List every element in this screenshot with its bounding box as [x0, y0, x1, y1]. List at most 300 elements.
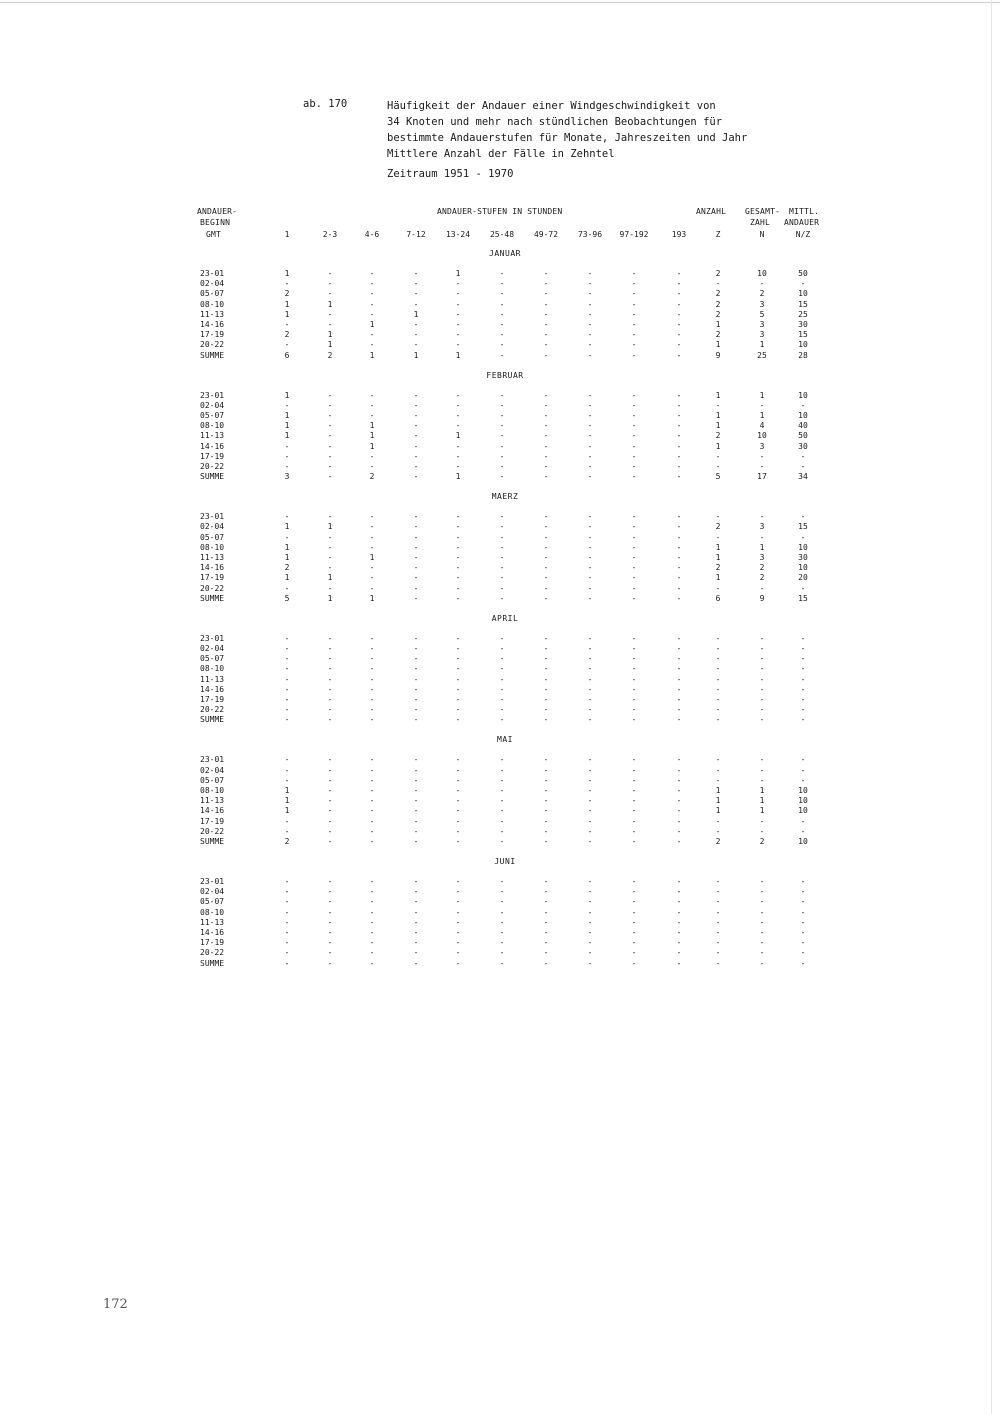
table-cell: - [587, 472, 593, 482]
table-cell: - [759, 826, 765, 836]
table-cell: - [715, 715, 721, 725]
table-cell: - [631, 654, 637, 664]
table-cell: - [631, 664, 637, 674]
table-cell: - [327, 654, 333, 664]
table-cell: - [587, 451, 593, 461]
table-cell: - [284, 775, 290, 785]
table-cell: - [369, 542, 375, 552]
table-cell: - [327, 755, 333, 765]
table-cell: - [715, 583, 721, 593]
table-cell: - [499, 633, 505, 643]
table-cell: - [631, 917, 637, 927]
table-cell: - [284, 816, 290, 826]
table-cell: - [284, 451, 290, 461]
table-cell: 1 [284, 796, 290, 806]
table-cell: 1 [284, 269, 290, 278]
table-cell: - [499, 806, 505, 816]
table-cell: - [715, 826, 721, 836]
row-label: SUMME [200, 837, 225, 846]
table-cell: - [715, 755, 721, 765]
table-cell: - [543, 837, 549, 846]
table-cell: - [543, 472, 549, 482]
table-cell: - [631, 451, 637, 461]
row-label: 05-07 [200, 532, 225, 542]
row-label: 02-04 [200, 765, 225, 775]
table-cell: - [676, 299, 682, 309]
table-cell: - [499, 796, 505, 806]
row-label: 23-01 [200, 755, 225, 765]
table-cell: - [455, 553, 461, 562]
table-cell: - [327, 684, 333, 694]
table-cell: - [327, 938, 333, 948]
table-cell: - [631, 644, 637, 653]
table-cell: 1 [715, 796, 721, 806]
table-cell: - [759, 958, 765, 968]
table-cell: - [800, 279, 806, 289]
row-label: SUMME [200, 593, 225, 603]
table-cell: - [327, 431, 333, 441]
table-cell: - [455, 816, 461, 826]
table-cell: - [587, 279, 593, 289]
row-label: 05-07 [200, 897, 225, 907]
table-cell: - [676, 644, 682, 653]
table-cell: 2 [369, 472, 375, 482]
table-cell: - [800, 674, 806, 684]
table-cell: - [413, 299, 419, 309]
table-cell: - [413, 765, 419, 775]
row-label: 02-04 [200, 644, 225, 653]
table-cell: - [543, 938, 549, 948]
table-cell: - [327, 289, 333, 299]
table-cell: - [455, 958, 461, 968]
table-cell: - [800, 400, 806, 410]
table-cell: - [284, 887, 290, 897]
table-cell: - [759, 938, 765, 948]
table-cell: - [676, 411, 682, 420]
table-cell: - [369, 633, 375, 643]
mittl-header-line-1: MITTL. [789, 207, 820, 216]
row-label: 23-01 [200, 877, 225, 886]
table-cell: - [587, 928, 593, 937]
table-cell: - [759, 877, 765, 886]
table-cell: - [715, 674, 721, 684]
table-cell: - [455, 907, 461, 917]
table-cell: 1 [759, 411, 765, 420]
row-label: 02-04 [200, 887, 225, 897]
table-cell: - [413, 289, 419, 299]
table-cell: - [631, 400, 637, 410]
month-title: JUNI [494, 857, 516, 866]
table-cell: - [587, 887, 593, 897]
table-cell: - [543, 705, 549, 715]
table-cell: - [631, 299, 637, 309]
row-label: 05-07 [200, 775, 225, 785]
table-cell: 5 [759, 309, 765, 319]
table-cell: - [800, 583, 806, 593]
table-cell: - [369, 917, 375, 927]
month-title: JANUAR [489, 249, 521, 258]
table-cell: - [631, 796, 637, 806]
table-cell: - [715, 887, 721, 897]
table-cell: - [413, 269, 419, 278]
table-cell: - [413, 907, 419, 917]
column-header: N [759, 230, 765, 239]
table-cell: - [327, 928, 333, 937]
table-cell: 3 [759, 330, 765, 340]
table-cell: - [587, 715, 593, 725]
table-cell: - [631, 816, 637, 826]
table-cell: - [631, 411, 637, 420]
table-cell: - [759, 512, 765, 522]
table-cell: - [413, 695, 419, 704]
table-cell: - [413, 542, 419, 552]
table-cell: - [327, 948, 333, 958]
table-cell: - [413, 775, 419, 785]
table-cell: - [587, 664, 593, 674]
table-cell: - [455, 877, 461, 886]
table-cell: 1 [369, 320, 375, 329]
table-cell: 2 [715, 837, 721, 846]
stub-header-line-3: GMT [206, 230, 222, 239]
table-cell: - [455, 512, 461, 522]
table-cell: - [455, 806, 461, 816]
table-cell: - [455, 887, 461, 897]
table-cell: - [759, 664, 765, 674]
table-cell: - [413, 633, 419, 643]
table-cell: - [327, 705, 333, 715]
table-cell: - [499, 431, 505, 441]
table-cell: - [413, 390, 419, 400]
table-cell: - [715, 938, 721, 948]
table-cell: - [543, 451, 549, 461]
table-cell: - [676, 573, 682, 583]
table-cell: - [455, 826, 461, 836]
table-cell: - [587, 309, 593, 319]
table-cell: - [543, 917, 549, 927]
table-cell: - [369, 390, 375, 400]
table-cell: - [631, 826, 637, 836]
table-cell: - [676, 462, 682, 471]
row-label: 11-13 [200, 431, 225, 441]
table-cell: - [631, 958, 637, 968]
table-cell: - [543, 887, 549, 897]
table-cell: - [455, 796, 461, 806]
table-cell: - [587, 684, 593, 694]
table-cell: - [413, 837, 419, 846]
table-cell: - [413, 279, 419, 289]
table-cell: - [369, 887, 375, 897]
table-cell: 40 [798, 421, 808, 431]
table-cell: - [631, 542, 637, 552]
table-cell: - [543, 664, 549, 674]
table-cell: - [499, 522, 505, 532]
row-label: 23-01 [200, 269, 225, 278]
table-cell: - [543, 806, 549, 816]
row-label: 08-10 [200, 907, 225, 917]
table-cell: - [543, 826, 549, 836]
table-cell: 1 [369, 431, 375, 441]
table-cell: - [413, 664, 419, 674]
row-label: 14-16 [200, 563, 225, 573]
table-cell: - [676, 431, 682, 441]
table-cell: - [455, 522, 461, 532]
table-cell: - [587, 897, 593, 907]
table-cell: - [543, 279, 549, 289]
table-cell: - [455, 664, 461, 674]
table-cell: - [455, 340, 461, 350]
table-cell: - [676, 796, 682, 806]
table-cell: - [455, 451, 461, 461]
table-cell: 10 [757, 269, 767, 278]
table-cell: - [631, 269, 637, 278]
table-cell: - [587, 532, 593, 542]
table-cell: - [759, 451, 765, 461]
table-cell: - [631, 330, 637, 340]
table-cell: - [715, 633, 721, 643]
row-label: 17-19 [200, 451, 225, 461]
table-cell: - [455, 948, 461, 958]
table-cell: - [631, 462, 637, 471]
row-label: 11-13 [200, 796, 225, 806]
table-cell: - [499, 816, 505, 826]
table-cell: - [413, 532, 419, 542]
table-cell: 1 [715, 340, 721, 350]
table-cell: - [327, 451, 333, 461]
table-cell: - [800, 907, 806, 917]
row-label: 20-22 [200, 583, 225, 593]
table-cell: - [715, 400, 721, 410]
table-cell: 5 [715, 472, 721, 482]
table-cell: - [413, 887, 419, 897]
table-cell: - [284, 644, 290, 653]
table-cell: - [759, 907, 765, 917]
table-cell: - [587, 289, 593, 299]
table-cell: - [676, 400, 682, 410]
table-cell: - [715, 684, 721, 694]
table-cell: - [543, 542, 549, 552]
table-cell: - [499, 472, 505, 482]
table-cell: - [587, 593, 593, 603]
table-cell: - [413, 684, 419, 694]
table-cell: - [455, 532, 461, 542]
table-cell: - [676, 563, 682, 573]
table-cell: - [284, 441, 290, 451]
table-cell: 10 [757, 431, 767, 441]
table-cell: - [759, 279, 765, 289]
table-cell: - [327, 320, 333, 329]
table-cell: - [327, 462, 333, 471]
table-cell: - [499, 512, 505, 522]
caption-line-3: bestimmte Andauerstufen für Monate, Jahreszeiten und Jahr [387, 132, 748, 144]
table-cell: - [327, 532, 333, 542]
table-cell: - [676, 593, 682, 603]
table-cell: - [284, 400, 290, 410]
table-cell: - [543, 928, 549, 937]
stub-header-line-1: ANDAUER- [197, 207, 238, 216]
table-cell: - [715, 664, 721, 674]
table-cell: - [413, 826, 419, 836]
caption-line-4: Mittlere Anzahl der Fälle in Zehntel [387, 148, 615, 160]
table-cell: - [455, 917, 461, 927]
table-cell: - [715, 512, 721, 522]
table-cell: - [327, 877, 333, 886]
table-cell: - [715, 897, 721, 907]
table-cell: - [676, 695, 682, 704]
table-cell: - [413, 462, 419, 471]
table-cell: - [413, 897, 419, 907]
table-cell: - [499, 765, 505, 775]
table-cell: - [631, 877, 637, 886]
table-cell: - [587, 299, 593, 309]
table-cell: - [327, 400, 333, 410]
table-cell: - [631, 695, 637, 704]
table-cell: - [284, 462, 290, 471]
table-cell: - [369, 897, 375, 907]
table-cell: - [676, 289, 682, 299]
table-cell: - [284, 715, 290, 725]
table-cell: - [587, 837, 593, 846]
table-cell: 1 [455, 431, 461, 441]
table-cell: - [631, 928, 637, 937]
table-cell: - [759, 674, 765, 684]
row-label: 11-13 [200, 674, 225, 684]
table-cell: - [587, 654, 593, 664]
table-cell: - [676, 806, 682, 816]
row-label: 14-16 [200, 928, 225, 937]
table-cell: - [284, 948, 290, 958]
table-cell: - [587, 938, 593, 948]
table-cell: - [499, 289, 505, 299]
table-cell: - [676, 755, 682, 765]
table-cell: - [800, 512, 806, 522]
table-cell: - [499, 897, 505, 907]
table-cell: - [715, 907, 721, 917]
table-cell: - [499, 390, 505, 400]
table-cell: 1 [284, 299, 290, 309]
table-cell: - [587, 796, 593, 806]
table-cell: - [369, 411, 375, 420]
table-cell: - [499, 593, 505, 603]
column-header: N/Z [795, 230, 811, 239]
table-cell: - [800, 938, 806, 948]
table-cell: - [676, 816, 682, 826]
table-cell: 6 [284, 350, 290, 360]
table-cell: - [284, 928, 290, 937]
table-cell: 10 [798, 411, 808, 420]
table-cell: - [369, 654, 375, 664]
table-cell: - [543, 715, 549, 725]
table-cell: - [543, 269, 549, 278]
table-cell: - [587, 542, 593, 552]
table-cell: - [413, 938, 419, 948]
table-cell: - [369, 684, 375, 694]
table-cell: 1 [327, 330, 333, 340]
table-cell: - [587, 441, 593, 451]
row-label: 20-22 [200, 826, 225, 836]
table-cell: - [499, 583, 505, 593]
table-cell: - [369, 674, 375, 684]
table-cell: - [455, 441, 461, 451]
table-cell: - [676, 897, 682, 907]
table-cell: - [413, 755, 419, 765]
table-cell: - [587, 644, 593, 653]
table-cell: - [327, 472, 333, 482]
row-label: 08-10 [200, 299, 225, 309]
column-header: 1 [284, 230, 290, 239]
table-cell: - [631, 765, 637, 775]
table-cell: - [759, 462, 765, 471]
table-cell: 1 [284, 309, 290, 319]
table-cell: - [369, 512, 375, 522]
table-cell: - [676, 309, 682, 319]
month-title: APRIL [491, 613, 519, 623]
table-cell: - [413, 593, 419, 603]
table-cell: - [676, 765, 682, 775]
table-cell: - [499, 695, 505, 704]
table-cell: - [759, 755, 765, 765]
table-cell: - [413, 512, 419, 522]
table-cell: - [676, 877, 682, 886]
table-cell: 1 [369, 350, 375, 360]
table-cell: - [499, 553, 505, 562]
row-label: 20-22 [200, 340, 225, 350]
table-cell: - [800, 917, 806, 927]
table-cell: 10 [798, 786, 808, 795]
table-cell: - [759, 897, 765, 907]
table-cell: 25 [798, 309, 808, 319]
column-header: 73-96 [577, 230, 603, 239]
table-cell: 1 [759, 340, 765, 350]
table-cell: - [327, 269, 333, 278]
table-cell: - [499, 320, 505, 329]
table-cell: 6 [715, 593, 721, 603]
table-cell: - [455, 411, 461, 420]
table-cell: - [631, 350, 637, 360]
table-cell: - [284, 907, 290, 917]
table-cell: - [284, 532, 290, 542]
table-cell: 10 [798, 340, 808, 350]
table-cell: - [631, 593, 637, 603]
table-cell: - [543, 330, 549, 340]
row-label: 08-10 [200, 421, 225, 431]
table-cell: - [455, 674, 461, 684]
table-cell: - [543, 775, 549, 785]
table-cell: - [455, 654, 461, 664]
table-cell: - [327, 279, 333, 289]
table-cell: - [455, 695, 461, 704]
table-cell: - [413, 806, 419, 816]
table-cell: 34 [798, 472, 808, 482]
table-cell: - [499, 837, 505, 846]
table-cell: - [631, 553, 637, 562]
table-cell: - [284, 512, 290, 522]
table-cell: - [369, 330, 375, 340]
table-cell: 20 [798, 573, 808, 583]
table-cell: - [676, 958, 682, 968]
table-cell: 30 [798, 441, 808, 451]
table-cell: 1 [715, 553, 721, 562]
table-cell: - [676, 340, 682, 350]
table-cell: 10 [798, 390, 808, 400]
table-cell: - [369, 309, 375, 319]
table-cell: - [759, 715, 765, 725]
table-cell: - [631, 583, 637, 593]
table-cell: - [543, 390, 549, 400]
table-cell: 1 [284, 522, 290, 532]
table-cell: - [759, 532, 765, 542]
table-cell: - [631, 340, 637, 350]
table-cell: - [413, 421, 419, 431]
